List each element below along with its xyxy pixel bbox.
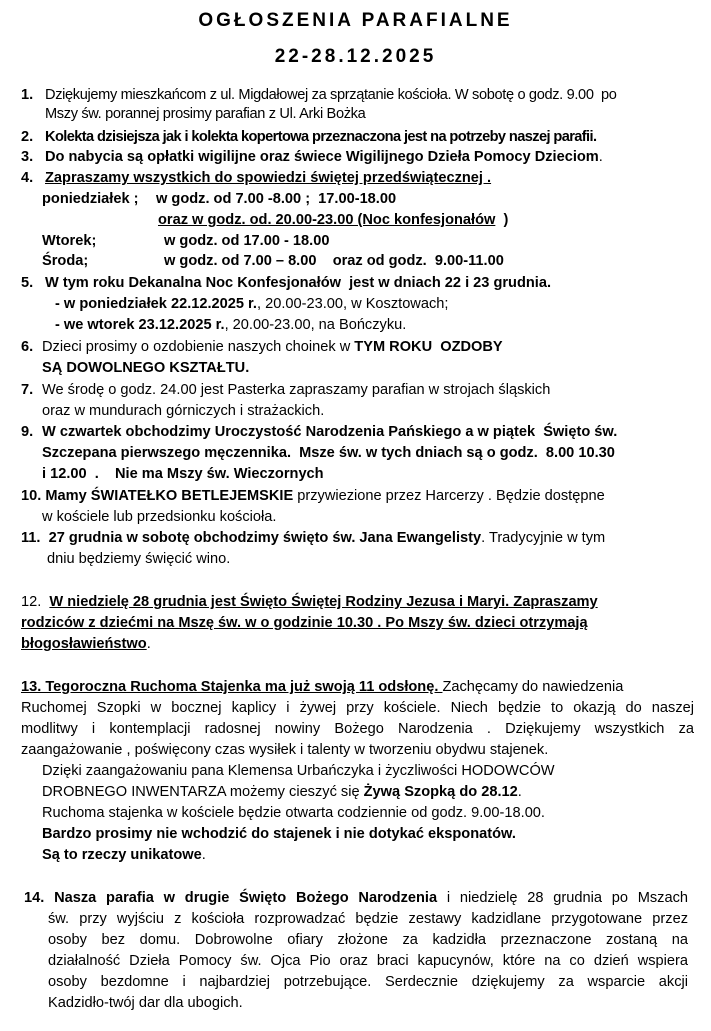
item-emphasis: Nasza parafia w drugie Święto Bożego Narodzenia: [54, 890, 438, 906]
item-text: Mszy św. porannej prosimy parafian z Ul. Arki Bożka: [45, 106, 366, 122]
item-text: Dzieci prosimy o ozdobienie naszych choinek w: [42, 339, 355, 355]
hours-wednesday: w godz. od 7.00 – 8.00 oraz od godz. 9.00-11.00: [164, 253, 504, 269]
page-title: OGŁOSZENIA PARAFIALNE: [198, 10, 513, 31]
hours-monday: w godz. od 7.00 -8.00 ; 17.00-18.00: [156, 191, 397, 207]
punctuation: ): [495, 212, 509, 228]
item-emphasis: 27 grudnia w sobotę obchodzimy święto św. Jana Ewangelisty: [48, 530, 482, 546]
item-text: . Tradycyjnie w tym: [481, 530, 606, 546]
item-text: Do nabycia są opłatki wigilijne oraz świece Wigilijnego Dzieła Pomocy Dzieciom: [45, 149, 599, 165]
item-text: Zachęcamy do nawiedzenia: [442, 679, 624, 695]
item-text: Ruchoma stajenka w kościele będzie otwarta codziennie od godz. 9.00-18.00.: [42, 805, 545, 821]
event-date-tuesday: - we wtorek 23.12.2025 r.: [55, 317, 225, 333]
item-emphasis: SĄ DOWOLNEGO KSZTAŁTU.: [42, 360, 250, 376]
item-number: 7.: [21, 382, 34, 398]
event-detail-tuesday: , 20.00-23.00, na Bończyku.: [224, 317, 407, 333]
item-text: osoby bez domu. Dobrowolne ofiary złożone za kadzidła przeznaczone zostaną na: [48, 932, 688, 948]
item-text: i 12.00 . Nie ma Mszy św. Wieczornych: [42, 466, 324, 482]
item-text: zaangażowanie , poświęcony czas wysiłek i talenty w tworzeniu obydwu stajenek.: [21, 742, 549, 758]
item-text: W tym roku Dekanalna Noc Konfesjonałów jest w dniach 22 i 23 grudnia.: [45, 275, 552, 291]
item-text: W niedzielę 28 grudnia jest Święto Świętej Rodziny Jezusa i Maryi. Zapraszamy: [49, 594, 598, 610]
item-text: DROBNEGO INWENTARZA możemy cieszyć się: [42, 784, 364, 800]
nativity-scene-heading: 13. Tegoroczna Ruchoma Stajenka ma już swoją 11 odsłonę.: [21, 679, 443, 695]
item-text: przywiezione przez Harcerzy . Będzie dostępne: [293, 488, 605, 504]
item-number: 12: [21, 594, 38, 610]
item-text: Kadzidło-twój dar dla ubogich.: [48, 995, 243, 1011]
item-emphasis: TYM ROKU OZDOBY: [354, 339, 503, 355]
item-text: dniu będziemy święcić wino.: [47, 551, 231, 567]
item-emphasis: Żywą Szopką do 28.12: [363, 784, 518, 800]
item-number: 2.: [21, 129, 34, 145]
event-date-monday: - w poniedziałek 22.12.2025 r.: [55, 296, 257, 312]
punctuation: .: [146, 636, 151, 652]
item-emphasis: Mamy ŚWIATEŁKO BETLEJEMSKIE: [45, 488, 294, 504]
event-detail-monday: , 20.00-23.00, w Kosztowach;: [256, 296, 449, 312]
punctuation: .: [37, 594, 42, 610]
item-text: i niedzielę 28 grudnia po Mszach: [437, 890, 688, 906]
item-text: W czwartek obchodzimy Uroczystość Narodzenia Pańskiego a w piątek Święto św.: [42, 424, 618, 440]
item-text: błogosławieństwo: [21, 636, 147, 652]
item-text: Ruchomej Szopki w bocznej kaplicy i żywej przy kościele. Niech będzie to okazją do naszej: [21, 700, 694, 716]
item-number: 11.: [21, 530, 41, 546]
punctuation: .: [598, 149, 603, 165]
item-number: 3.: [21, 149, 34, 165]
item-text: Kolekta dzisiejsza jak i kolekta kopertowa przeznaczona jest na potrzeby naszej parafii.: [45, 129, 597, 145]
day-label-tuesday: Wtorek;: [42, 233, 97, 249]
item-text: We środę o godz. 24.00 jest Pasterka zapraszamy parafian w strojach śląskich: [42, 382, 551, 398]
item-number: 14.: [24, 890, 45, 906]
item-text: modlitwy i kontemplacji radosnej nowiny Bożego Narodzenia . Dziękujemy wszystkich za: [21, 721, 694, 737]
item-text: w kościele lub przedsionku kościoła.: [42, 509, 277, 525]
day-label-monday: poniedziałek ;: [42, 191, 139, 207]
punctuation: .: [517, 784, 522, 800]
item-text: działalność Dzieła Pomocy św. Ojca Pio oraz braci kapucynów, które na co dzień wspiera: [48, 953, 688, 969]
item-emphasis: Bardzo prosimy nie wchodzić do stajenek i nie dotykać eksponatów.: [42, 826, 516, 842]
item-number: 4.: [21, 170, 34, 186]
item-number: 9.: [21, 424, 34, 440]
item-text: rodziców z dziećmi na Mszę św. w o godzinie 10.30 . Po Mszy św. dzieci otrzymają: [21, 615, 588, 631]
date-range: 22-28.12.2025: [274, 46, 437, 67]
item-number: 5.: [21, 275, 34, 291]
hours-tuesday: w godz. od 17.00 - 18.00: [164, 233, 330, 249]
item-emphasis: Są to rzeczy unikatowe: [42, 847, 202, 863]
item-text: osoby bezdomne i najbardziej potrzebujące. Serdecznie dziękujemy za wsparcie akcji: [48, 974, 688, 990]
item-text: oraz w mundurach górniczych i strażackich.: [42, 403, 325, 419]
hours-monday-night: oraz w godz. od. 20.00-23.00 (Noc konfesjonałów: [158, 212, 496, 228]
day-label-wednesday: Środa;: [42, 253, 89, 269]
item-text: Dziękujemy mieszkańcom z ul. Migdałowej za sprzątanie kościoła. W sobotę o godz. 9.00 po: [45, 87, 617, 103]
confession-heading: Zapraszamy wszystkich do spowiedzi świętej przedświątecznej .: [45, 170, 492, 186]
item-text: św. przy wyjściu z kościoła rozprowadzać będzie zestawy kadzidlane przygotowane przez: [48, 911, 688, 927]
punctuation: .: [201, 847, 206, 863]
item-text: Szczepana pierwszego męczennika. Msze św. w tych dniach są o godz. 8.00 10.30: [42, 445, 615, 461]
item-text: Dzięki zaangażowaniu pana Klemensa Urbańczyka i życzliwości HODOWCÓW: [42, 763, 555, 779]
item-number: 6.: [21, 339, 34, 355]
item-number: 10.: [21, 488, 42, 504]
item-number: 1.: [21, 87, 34, 103]
